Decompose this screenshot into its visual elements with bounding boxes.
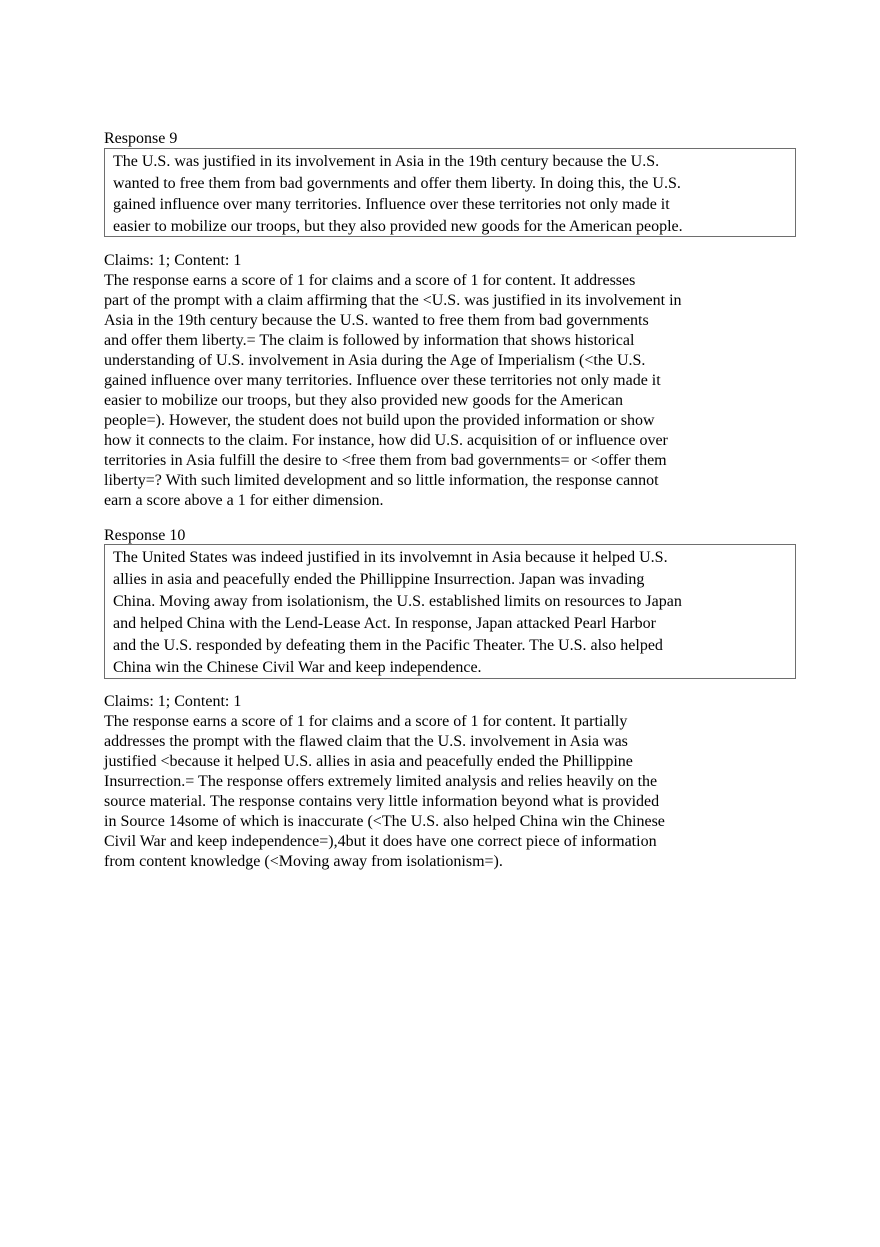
response-9-commentary <box>104 271 798 511</box>
response-9-commentary-line: Asia in the 19th century because the U.S. wanted to free them from bad governments <box>104 312 649 329</box>
response-9-heading: Response 9 <box>104 130 178 147</box>
response-10-answer-line: China win the Chinese Civil War and keep independence. <box>113 659 482 676</box>
response-10-commentary-line: The response earns a score of 1 for claims and a score of 1 for content. It partially <box>104 713 628 730</box>
response-10-score-label: Claims: 1; Content: 1 <box>104 693 242 710</box>
response-9-commentary-line: gained influence over many territories. Influence over these territories not only made it <box>104 372 661 389</box>
response-10-commentary-line: Civil War and keep independence=),4but it does have one correct piece of information <box>104 833 657 850</box>
response-10-commentary-line: from content knowledge (<Moving away from isolationism=). <box>104 853 503 870</box>
response-9-student-answer-box <box>104 148 796 237</box>
response-9-commentary-line: understanding of U.S. involvement in Asia during the Age of Imperialism (<the U.S. <box>104 352 646 369</box>
response-10-commentary-line: Insurrection.= The response offers extremely limited analysis and relies heavily on the <box>104 773 658 790</box>
response-9-answer-line: The U.S. was justified in its involvement in Asia in the 19th century because the U.S. <box>113 153 660 170</box>
response-9-commentary-line: territories in Asia fulfill the desire to <free them from bad governments= or <offer them <box>104 452 667 469</box>
response-9-commentary-line: liberty=? With such limited development and so little information, the response cannot <box>104 472 659 489</box>
response-10-heading: Response 10 <box>104 527 186 544</box>
response-10-answer-line: The United States was indeed justified in its involvemnt in Asia because it helped U.S. <box>113 549 668 566</box>
response-10-answer-line: and helped China with the Lend-Lease Act. In response, Japan attacked Pearl Harbor <box>113 615 656 632</box>
response-10-commentary-line: in Source 14some of which is inaccurate (<The U.S. also helped China win the Chinese <box>104 813 665 830</box>
response-9-commentary-line: earn a score above a 1 for either dimension. <box>104 492 384 509</box>
response-9-answer-line: easier to mobilize our troops, but they also provided new goods for the American people. <box>113 217 683 235</box>
response-10-commentary-line: addresses the prompt with the flawed claim that the U.S. involvement in Asia was <box>104 733 628 750</box>
response-9-commentary-line: part of the prompt with a claim affirming that the <U.S. was justified in its involvement in <box>104 292 682 309</box>
response-9-commentary-line: and offer them liberty.= The claim is followed by information that shows historical <box>104 332 635 349</box>
response-9-answer-line: gained influence over many territories. Influence over these territories not only made it <box>113 196 670 213</box>
response-10-answer-line: allies in asia and peacefully ended the Phillippine Insurrection. Japan was invading <box>113 571 645 588</box>
response-9-answer-line: wanted to free them from bad governments and offer them liberty. In doing this, the U.S. <box>113 174 681 192</box>
response-9-commentary-line: people=). However, the student does not build upon the provided information or show <box>104 412 655 429</box>
response-10-commentary-line: justified <because it helped U.S. allies in asia and peacefully ended the Phillippine <box>104 753 633 770</box>
response-10-commentary <box>104 712 798 872</box>
response-10-answer-line: and the U.S. responded by defeating them in the Pacific Theater. The U.S. also helped <box>113 637 663 654</box>
response-10-commentary-line: source material. The response contains very little information beyond what is provided <box>104 793 660 810</box>
response-9-score-label: Claims: 1; Content: 1 <box>104 252 242 269</box>
response-10-student-answer-box <box>104 544 796 679</box>
response-10-answer-line: China. Moving away from isolationism, the U.S. established limits on resources to Japan <box>113 593 682 610</box>
response-9-commentary-line: how it connects to the claim. For instance, how did U.S. acquisition of or influence over <box>104 432 668 449</box>
response-9-commentary-line: easier to mobilize our troops, but they also provided new goods for the American <box>104 392 623 409</box>
response-9-commentary-line: The response earns a score of 1 for claims and a score of 1 for content. It addresses <box>104 272 636 289</box>
